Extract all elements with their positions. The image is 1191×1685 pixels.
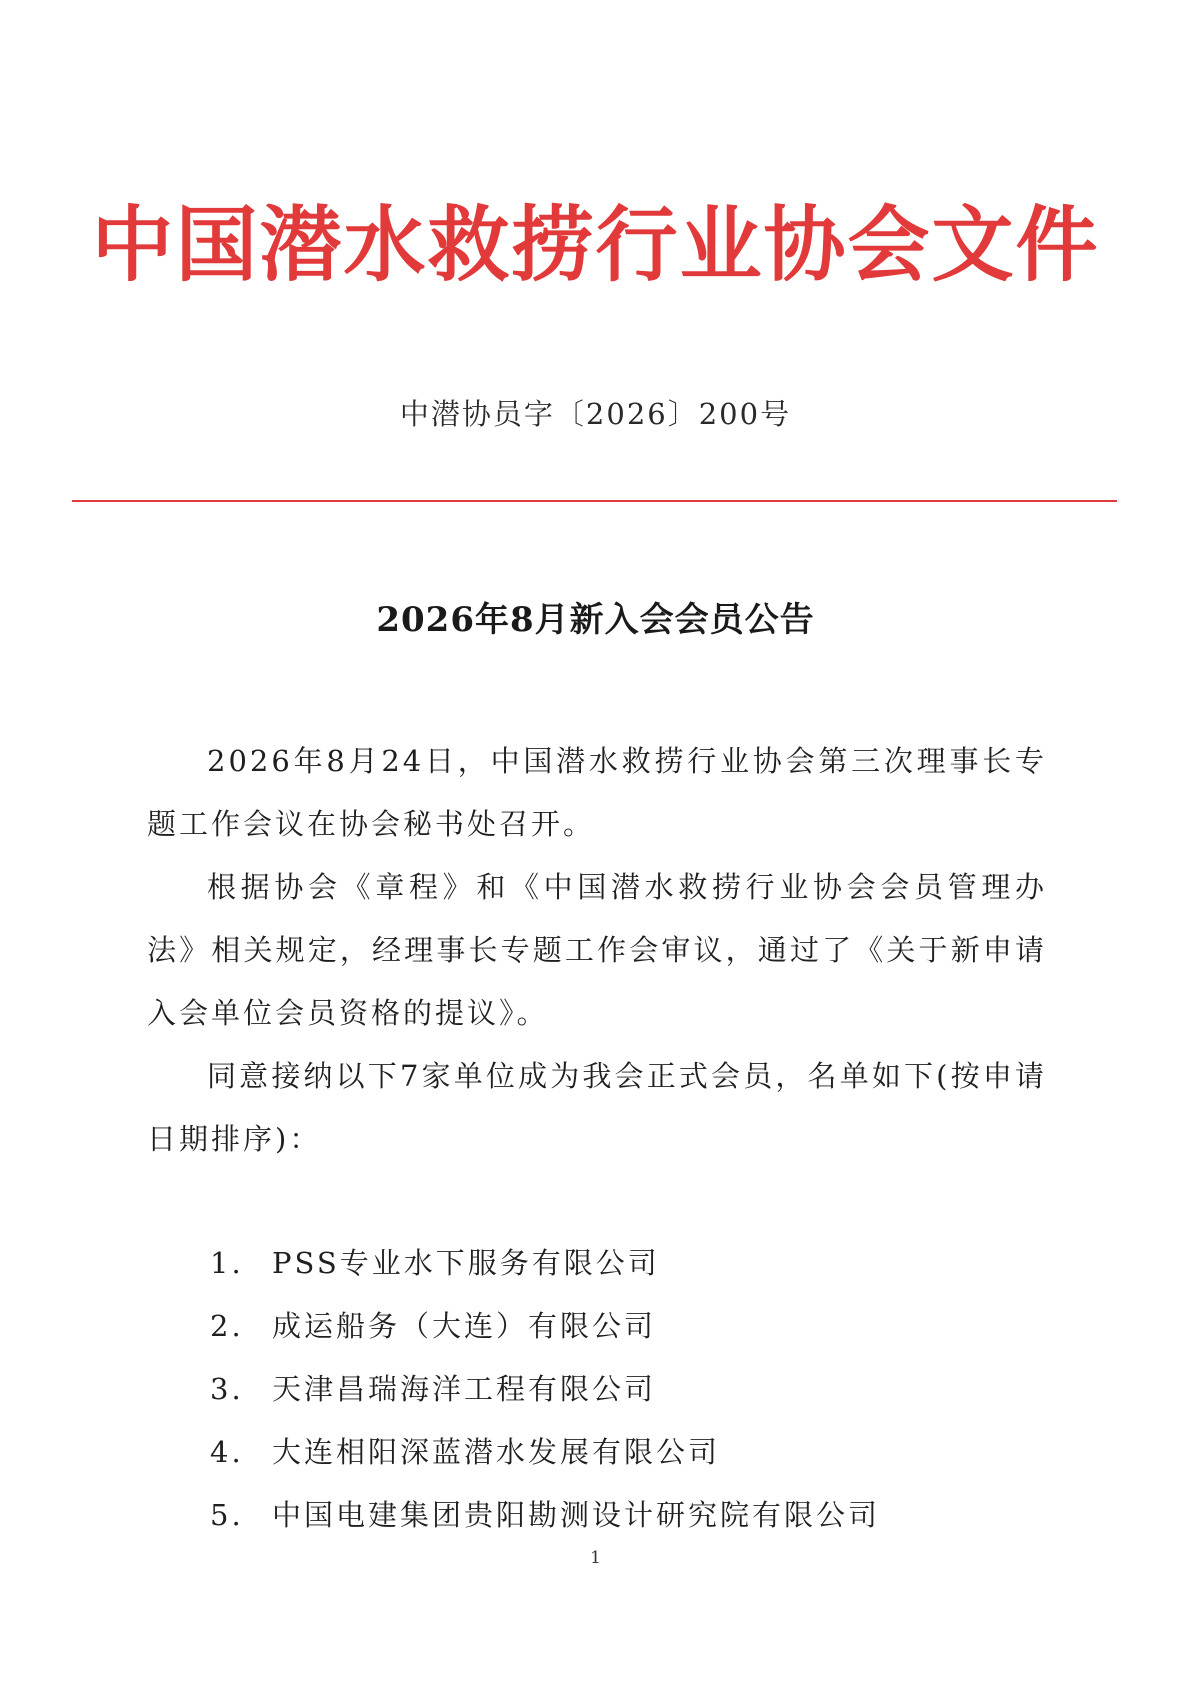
member-list (210, 1232, 880, 1547)
list-item (210, 1484, 880, 1547)
paragraph-meeting: 2026年8月24日，中国潜水救捞行业协会第三次理事长专题工作会议在协会秘书处召开。 (147, 744, 1047, 841)
member-name: 天津昌瑞海洋工程有限公司 (272, 1372, 657, 1406)
member-number: 3. (210, 1372, 244, 1406)
list-item (210, 1358, 880, 1421)
member-name: 成运船务（大连）有限公司 (272, 1309, 657, 1343)
list-item (210, 1232, 880, 1295)
list-item (210, 1295, 880, 1358)
header-divider (72, 500, 1117, 502)
page-number: 1 (590, 1548, 601, 1568)
member-name: 中国电建集团贵阳勘测设计研究院有限公司 (272, 1498, 881, 1532)
member-number: 5. (210, 1498, 244, 1532)
paragraph-regulation: 根据协会《章程》和《中国潜水救捞行业协会会员管理办法》相关规定，经理事长专题工作会审议，通过了《关于新申请入会单位会员资格的提议》。 (147, 870, 1047, 1030)
list-item (210, 1421, 880, 1484)
notice-title: 2026年8月新入会会员公告 (376, 600, 815, 640)
member-name: PSS专业水下服务有限公司 (272, 1246, 660, 1280)
member-name: 大连相阳深蓝潜水发展有限公司 (272, 1435, 721, 1469)
paragraph-approval: 同意接纳以下7家单位成为我会正式会员，名单如下(按申请日期排序)： (147, 1059, 1047, 1156)
member-number: 2. (210, 1309, 244, 1343)
document-number: 中潜协员字〔2026〕200号 (399, 397, 792, 431)
organization-header-title: 中国潜水救捞行业协会文件 (91, 198, 1100, 293)
member-number: 1. (210, 1246, 244, 1280)
member-number: 4. (210, 1435, 244, 1469)
